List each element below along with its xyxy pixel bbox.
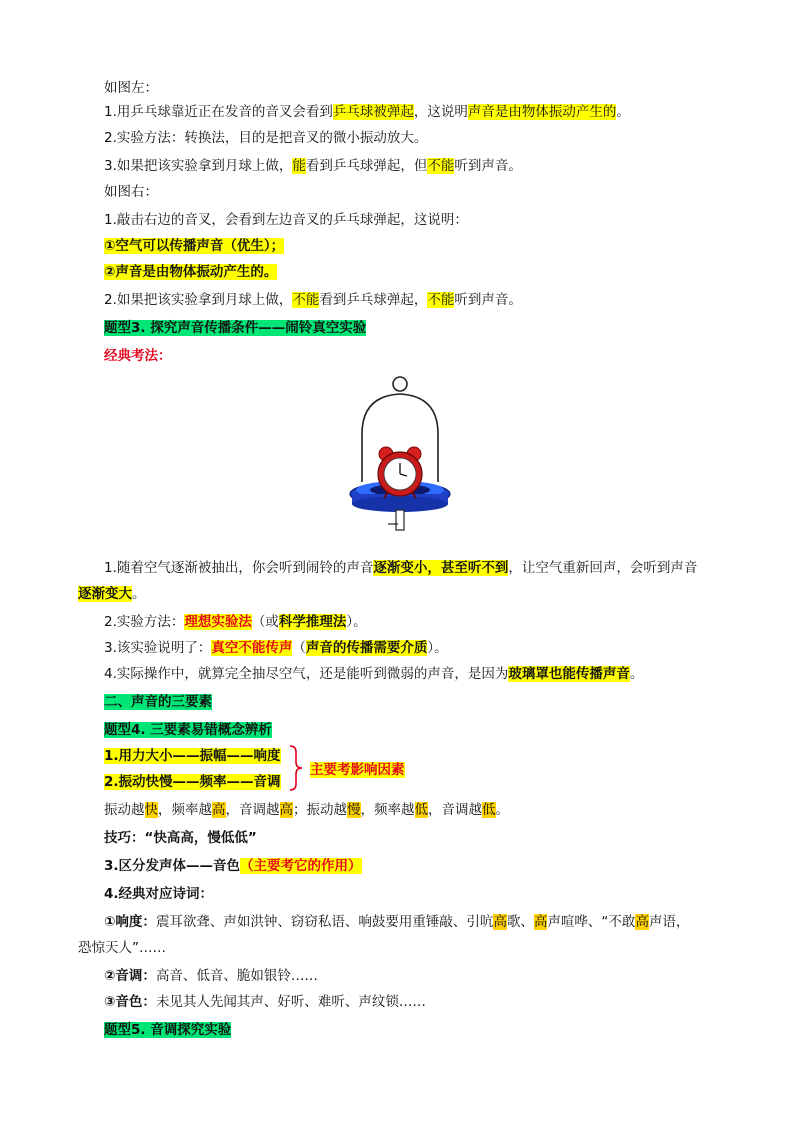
type4-row-1 [104,746,281,766]
alarm-clock-icon [378,447,422,498]
type-tag: 题型 [104,320,131,336]
text: 未见其人先闻其声、好听、难听、声纹锁…… [155,994,426,1010]
bell-jar-vacuum-illustration [340,372,460,540]
text: 。 [616,104,630,120]
section-title: 二、声音的三要素 [104,694,212,710]
right-item-1: 1.敲击右边的音叉，会看到左边音叉的乒乓球弹起，这说明： [104,212,468,228]
text: 1.用乒乓球靠近正在发音的音叉会看到 [104,104,333,120]
type4-timbre-poems [104,992,426,1012]
highlight: 低 [482,802,496,818]
highlight: 真空不能传声 [211,640,293,656]
type-tag: 题型 [104,722,131,738]
jar-knob-icon [393,377,407,391]
text: 振动越 [104,802,145,818]
text: 3.该实验说明了： [104,640,212,656]
type4-loudness-line-1 [104,912,689,932]
text: 声语， [648,914,690,930]
type4-pitch [104,966,318,986]
highlight: 不能 [427,158,455,174]
section-2-title [104,692,212,712]
type3-point-1b [78,584,146,604]
highlight: 乒乓球被弹起 [332,104,414,120]
text: 。 [132,586,146,602]
text: ，音调越 [428,802,482,818]
text: 高音、低音、脆如银铃…… [155,968,318,984]
type4-row-2 [104,772,281,792]
highlight: 逐渐变大 [78,586,132,602]
highlight: 不能 [292,292,320,308]
text: （ [292,640,306,656]
text: 听到声音。 [454,292,522,308]
text: ，让空气重新回声，会听到声音 [508,560,698,576]
highlight: 能 [292,158,306,174]
text: ）。 [427,640,448,656]
text: （或 [251,614,279,630]
highlight: （主要考它的作用） [240,858,362,874]
type4-loudness-line-2: 恐惊天人”…… [78,940,166,956]
text: 听到声音。 [454,158,522,174]
highlight: ①空气可以传播声音（优生）； [104,238,285,254]
text: 看到乒乓球弹起，但 [305,158,428,174]
highlight: 1.用力大小——振幅——响度 [104,748,281,764]
highlight: 快 [144,802,158,818]
highlight: 慢 [347,802,361,818]
left-item-3 [104,156,522,176]
highlight: 逐渐变小，甚至听不到 [373,560,509,576]
type5-heading [104,1020,231,1040]
left-figure-heading: 如图左： [104,80,158,96]
left-item-2: 2.实验方法：转换法，目的是把音叉的微小振动放大。 [104,130,428,146]
text: ）。 [346,614,367,630]
type4-heading [104,720,272,740]
type-tag: 题型 [104,1022,131,1038]
highlight: 不能 [427,292,455,308]
text: 3.如果把该实验拿到月球上做， [104,158,293,174]
text: ，频率越 [360,802,415,818]
highlight: ②声音是由物体振动产生的。 [104,264,278,280]
label: ③音色： [104,994,156,1010]
type4-rule [104,800,509,820]
type3-method-label [104,346,172,366]
highlight: 理想实验法 [184,614,252,630]
highlight: 高 [635,914,649,930]
right-figure-heading: 如图右： [104,184,158,200]
curly-brace-icon [288,744,304,792]
text: ，频率越 [158,802,212,818]
text: ，音调越 [225,802,280,818]
highlight: 科学推理法 [278,614,347,630]
method-label: 经典考法： [104,348,172,364]
type3-point-1a [104,558,697,578]
type3-heading [104,318,366,338]
text: 4.实际操作中，就算完全抽尽空气，还是能听到微弱的声音，是因为 [104,666,509,682]
highlight: 2.振动快慢——频率——音调 [104,774,281,790]
text: 歌、 [506,914,534,930]
text: 声喧哗、“不敢 [547,914,636,930]
text: 震耳欲聋、声如洪钟、窃窃私语、响鼓要用重锤敲、引吭 [155,914,494,930]
highlight: 高 [212,802,226,818]
highlight: 声音是由物体振动产生的 [467,104,617,120]
text: 2.实验方法： [104,614,185,630]
highlight: 低 [414,802,428,818]
highlight: 主要考影响因素 [310,762,405,778]
right-item-2 [104,290,522,310]
highlight: 高 [533,914,548,930]
type4-poems-title: 4.经典对应诗词： [104,886,214,902]
type3-point-4 [104,664,643,684]
text: 2.如果把该实验拿到月球上做， [104,292,293,308]
text: 。 [495,802,509,818]
right-point-1 [104,236,284,256]
pump-pipe-icon [396,510,404,530]
text: 3.区分发声体——音色 [104,858,241,874]
type4-tip: 技巧：“快高高，慢低低” [104,830,257,846]
text: ；振动越 [293,802,347,818]
type3-point-3 [104,638,448,658]
highlight: 高 [279,802,293,818]
brace-note [310,760,405,780]
label: ①响度： [104,914,156,930]
type-title: 4. 三要素易错概念辨析 [131,722,272,738]
highlight: 高 [493,914,507,930]
label: ②音调： [104,968,156,984]
type3-point-2 [104,612,367,632]
type4-timbre [104,856,362,876]
text: 1.随着空气逐渐被抽出，你会听到闹铃的声音 [104,560,374,576]
text: 看到乒乓球弹起， [319,292,428,308]
left-item-1 [104,102,630,122]
highlight: 声音的传播需要介质 [305,640,428,656]
type-title: 3. 探究声音传播条件——闹铃真空实验 [131,320,367,336]
text: 。 [629,666,644,682]
right-point-2 [104,262,277,282]
type-title: 5. 音调探究实验 [131,1022,232,1038]
text: ，这说明 [413,104,468,120]
highlight: 玻璃罩也能传播声音 [508,666,630,682]
